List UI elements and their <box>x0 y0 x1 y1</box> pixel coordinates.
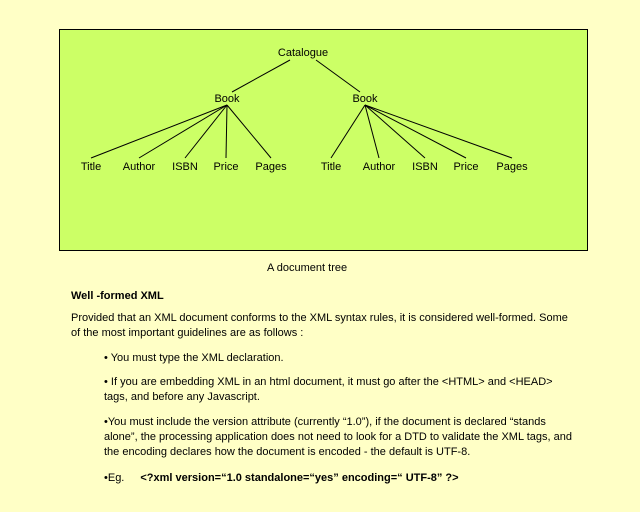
tree-leaf-isbn-1: ISBN <box>172 161 198 173</box>
tree-node-book-1: Book <box>214 93 240 105</box>
document-tree-diagram <box>59 29 588 251</box>
tree-leaf-pages-1: Pages <box>255 161 287 173</box>
bullet-embedding-xml: • If you are embedding XML in an html document, it must go after the <HTML> and <HEAD> tags, and before any Javascript. <box>104 376 553 403</box>
bullet-xml-declaration: • You must type the XML declaration. <box>104 352 284 364</box>
diagram-caption: A document tree <box>267 262 348 274</box>
edge-book-1-leaf-2 <box>139 105 227 158</box>
section-heading: Well -formed XML <box>71 290 164 302</box>
edge-book-2-leaf-5 <box>365 105 512 158</box>
tree-leaf-title-1: Title <box>80 161 102 173</box>
tree-leaf-author-1: Author <box>122 161 156 173</box>
tree-edges <box>60 30 587 250</box>
intro-paragraph: Provided that an XML document conforms to the XML syntax rules, it is considered well-formed. Some of the most important guidelines are as follows : <box>71 312 568 339</box>
tree-leaf-title-2: Title <box>320 161 342 173</box>
edge-book-2-leaf-2 <box>365 105 379 158</box>
edge-book-2-leaf-1 <box>331 105 365 158</box>
example-line <box>104 472 459 484</box>
edge-book-1-leaf-5 <box>227 105 271 158</box>
bullet-version-attribute: •You must include the version attribute (currently “1.0”), if the document is declared “stands alone”, the processing application does not need to look for a DTD to validate the XML tags, and the encoding declares how the document is encoded - the default is UTF-8. <box>104 416 572 458</box>
edge-catalogue-book-2 <box>316 60 360 92</box>
tree-node-catalogue: Catalogue <box>277 47 329 59</box>
tree-leaf-pages-2: Pages <box>496 161 528 173</box>
edge-catalogue-book-1 <box>232 60 290 92</box>
tree-leaf-price-2: Price <box>453 161 479 173</box>
tree-node-book-2: Book <box>352 93 378 105</box>
example-code: <?xml version=“1.0 standalone=“yes” encoding=“ UTF-8” ?> <box>140 472 459 484</box>
edge-book-1-leaf-4 <box>226 105 227 158</box>
tree-leaf-isbn-2: ISBN <box>412 161 438 173</box>
tree-leaf-author-2: Author <box>362 161 396 173</box>
example-label: •Eg. <box>104 472 125 484</box>
tree-leaf-price-1: Price <box>213 161 239 173</box>
